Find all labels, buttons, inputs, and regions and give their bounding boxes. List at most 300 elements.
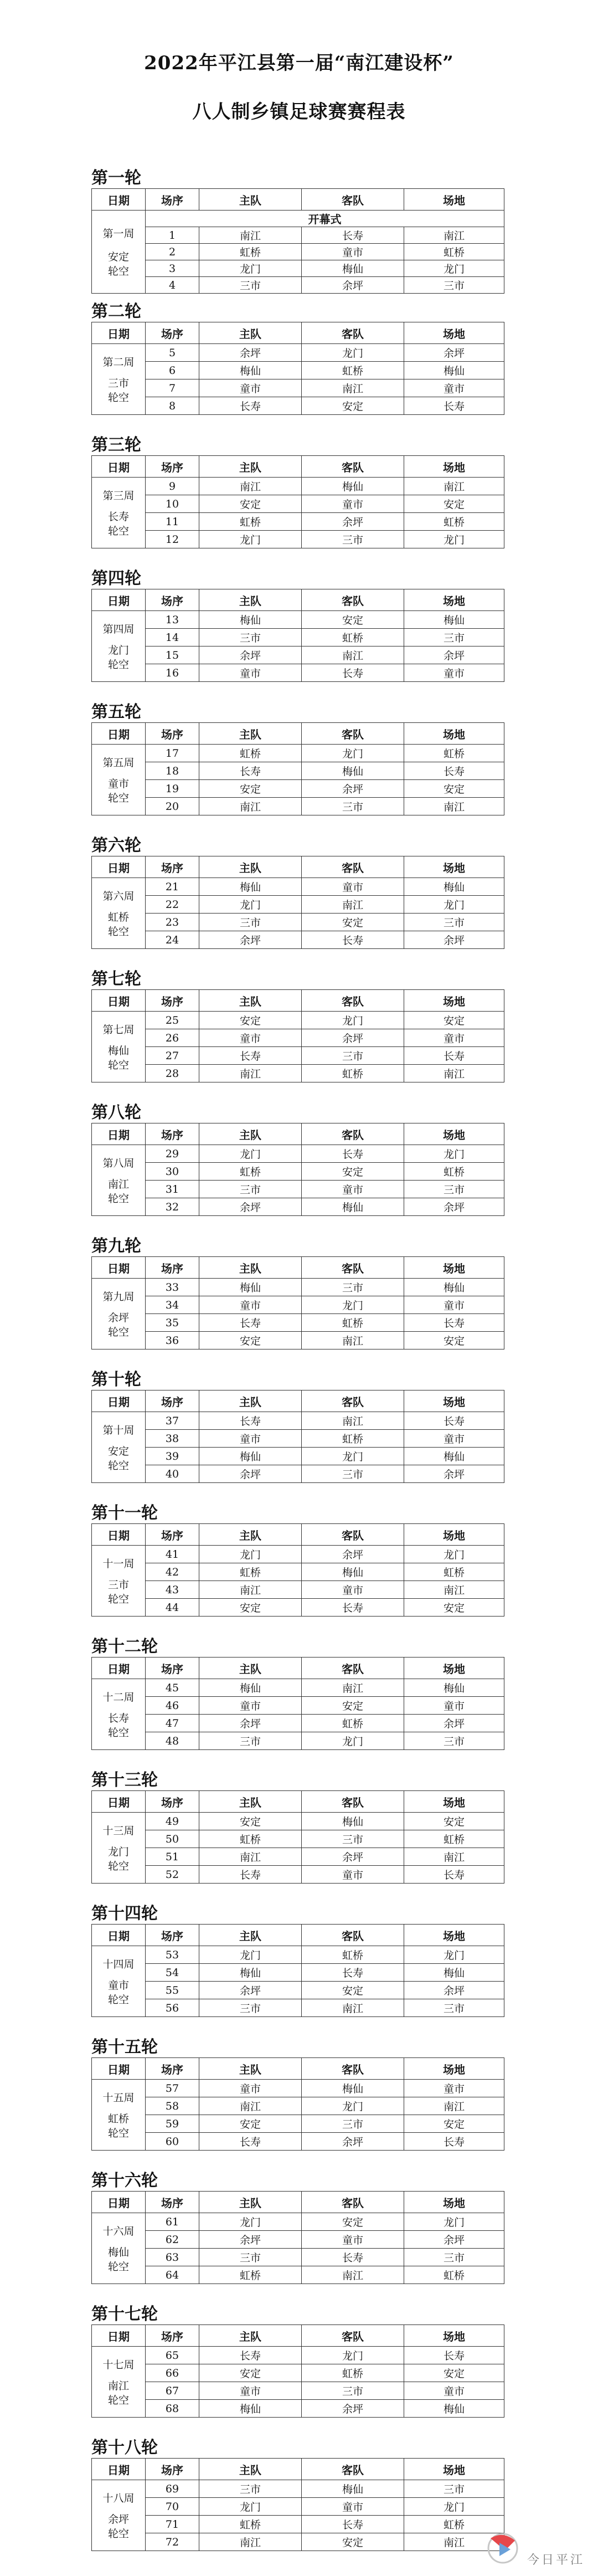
table-row [92,1830,504,1848]
table-row [92,2498,504,2516]
round-section [0,1099,598,1232]
venue: 三市 [404,2480,504,2498]
table-header-row [92,2325,504,2347]
table-row [92,1563,504,1581]
table-row [92,931,504,949]
venue: 虹桥 [404,244,504,260]
schedule-table [91,2191,504,2284]
away-team: 梅仙 [302,1813,404,1830]
table-row [92,2480,504,2498]
match-order: 66 [146,2364,199,2382]
header-away: 客队 [302,723,404,745]
round-section [0,965,598,1099]
away-team: 梅仙 [302,478,404,495]
table-header-row [92,322,504,344]
away-team: 余坪 [302,1029,404,1047]
home-team: 虹桥 [199,1563,302,1581]
venue: 长寿 [404,397,504,415]
round-title: 第十八轮 [91,2438,158,2457]
table-row [92,2097,504,2115]
venue: 南江 [404,798,504,815]
home-team: 余坪 [199,1465,302,1483]
table-row [92,2364,504,2382]
home-team: 童市 [199,1697,302,1715]
table-row [92,2213,504,2231]
header-order: 场序 [146,1524,199,1546]
schedule-table [91,589,504,682]
venue: 龙门 [404,1546,504,1563]
header-home: 主队 [199,1791,302,1813]
venue: 安定 [404,1012,504,1029]
table-row [92,1697,504,1715]
header-home: 主队 [199,1925,302,1946]
header-date: 日期 [92,723,146,745]
away-team: 童市 [302,495,404,513]
table-row [92,2115,504,2133]
away-team: 安定 [302,1697,404,1715]
away-team: 龙门 [302,745,404,762]
venue: 南江 [404,2097,504,2115]
match-order: 19 [146,780,199,798]
table-row [92,1430,504,1448]
header-venue: 场地 [404,2058,504,2080]
header-away: 客队 [302,1257,404,1279]
home-team: 安定 [199,1012,302,1029]
header-away: 客队 [302,990,404,1012]
bye-label: 龙门轮空 [107,1845,129,1872]
venue: 虹桥 [404,2266,504,2284]
away-team: 三市 [302,1279,404,1296]
table-row [92,277,504,294]
venue: 童市 [404,2080,504,2097]
schedule-table [91,188,504,294]
round-title: 第九轮 [91,1236,141,1256]
home-team: 长寿 [199,397,302,415]
match-order: 53 [146,1946,199,1964]
away-team: 三市 [302,1465,404,1483]
table-header-row [92,990,504,1012]
home-team: 梅仙 [199,362,302,379]
venue: 安定 [404,2364,504,2382]
venue: 长寿 [404,762,504,780]
away-team: 虹桥 [302,1430,404,1448]
round-section [0,297,598,431]
header-away: 客队 [302,2058,404,2080]
document-title-line2: 八人制乡镇足球赛赛程表 [192,101,406,123]
header-date: 日期 [92,856,146,878]
table-row [92,798,504,815]
table-row [92,1813,504,1830]
away-team: 虹桥 [302,1314,404,1332]
match-order: 56 [146,1999,199,2017]
week-label: 十三周 [102,1824,135,1837]
match-order: 5 [146,344,199,362]
away-team: 长寿 [302,1599,404,1617]
date-cell [92,2213,146,2284]
round-title: 第十七轮 [91,2305,158,2324]
header-away: 客队 [302,2192,404,2213]
match-order: 9 [146,478,199,495]
venue: 虹桥 [404,1830,504,1848]
round-section [0,2167,598,2300]
table-row [92,646,504,664]
venue: 南江 [404,1848,504,1866]
away-team: 虹桥 [302,629,404,646]
home-team: 虹桥 [199,513,302,531]
away-team: 龙门 [302,344,404,362]
play-logo-icon [483,2528,522,2567]
venue: 余坪 [404,344,504,362]
week-label: 十八周 [102,2492,135,2505]
schedule-table [91,2324,504,2418]
home-team: 虹桥 [199,1830,302,1848]
date-cell [92,2480,146,2551]
round-section [0,1900,598,2033]
away-team: 安定 [302,1982,404,1999]
header-venue: 场地 [404,1524,504,1546]
date-cell [92,1012,146,1082]
header-away: 客队 [302,1925,404,1946]
table-header-row [92,723,504,745]
match-order: 28 [146,1065,199,1082]
away-team: 三市 [302,2115,404,2133]
round-section [0,1766,598,1900]
table-row [92,914,504,931]
venue: 安定 [404,495,504,513]
table-row [92,2231,504,2249]
header-home: 主队 [199,1257,302,1279]
away-team: 南江 [302,1412,404,1430]
venue: 虹桥 [404,2516,504,2533]
home-team: 余坪 [199,1198,302,1216]
home-team: 童市 [199,1029,302,1047]
date-cell [92,1546,146,1617]
away-team: 南江 [302,379,404,397]
home-team: 长寿 [199,1412,302,1430]
header-date: 日期 [92,1925,146,1946]
week-label: 第七周 [102,1023,135,1036]
header-away: 客队 [302,2325,404,2347]
match-order: 27 [146,1047,199,1065]
table-row [92,397,504,415]
header-venue: 场地 [404,723,504,745]
match-order: 11 [146,513,199,531]
match-order: 49 [146,1813,199,1830]
venue: 童市 [404,379,504,397]
away-team: 安定 [302,397,404,415]
venue: 童市 [404,1430,504,1448]
table-row [92,745,504,762]
home-team: 三市 [199,1181,302,1198]
table-row [92,227,504,244]
venue: 余坪 [404,1982,504,1999]
schedule-table [91,1123,504,1216]
header-date: 日期 [92,2459,146,2480]
header-order: 场序 [146,2325,199,2347]
header-venue: 场地 [404,1791,504,1813]
schedule-table [91,1523,504,1617]
match-order: 3 [146,260,199,277]
home-team: 龙门 [199,1946,302,1964]
table-row [92,611,504,629]
home-team: 南江 [199,2097,302,2115]
venue: 余坪 [404,1715,504,1732]
venue: 龙门 [404,260,504,277]
match-order: 23 [146,914,199,931]
week-label: 第二周 [102,356,135,368]
home-team: 童市 [199,1296,302,1314]
away-team: 童市 [302,244,404,260]
away-team: 余坪 [302,513,404,531]
opening-ceremony: 开幕式 [146,211,504,227]
home-team: 梅仙 [199,1964,302,1982]
away-team: 三市 [302,1830,404,1848]
away-team: 童市 [302,878,404,896]
table-row [92,1296,504,1314]
home-team: 三市 [199,277,302,294]
venue: 梅仙 [404,1448,504,1465]
venue: 南江 [404,227,504,244]
round-section [0,832,598,965]
home-team: 安定 [199,1599,302,1617]
header-venue: 场地 [404,856,504,878]
home-team: 南江 [199,1065,302,1082]
date-cell [92,478,146,548]
match-order: 68 [146,2400,199,2418]
away-team: 虹桥 [302,1065,404,1082]
bye-label: 长寿轮空 [107,510,129,537]
week-label: 第六周 [102,890,135,902]
header-away: 客队 [302,589,404,611]
home-team: 三市 [199,629,302,646]
away-team: 梅仙 [302,1563,404,1581]
table-header-row [92,1791,504,1813]
away-team: 长寿 [302,931,404,949]
header-date: 日期 [92,1123,146,1145]
header-date: 日期 [92,456,146,478]
header-order: 场序 [146,589,199,611]
home-team: 安定 [199,780,302,798]
match-order: 16 [146,664,199,682]
date-cell [92,211,146,294]
table-row [92,2133,504,2151]
header-date: 日期 [92,2192,146,2213]
away-team: 梅仙 [302,2080,404,2097]
header-order: 场序 [146,1257,199,1279]
header-venue: 场地 [404,1658,504,1679]
header-venue: 场地 [404,2192,504,2213]
venue: 童市 [404,2382,504,2400]
away-team: 长寿 [302,2516,404,2533]
venue: 梅仙 [404,1279,504,1296]
table-row [92,1279,504,1296]
bye-label: 安定轮空 [107,1445,129,1472]
bye-label: 虹桥轮空 [107,2112,129,2139]
home-team: 虹桥 [199,1163,302,1181]
away-team: 长寿 [302,1964,404,1982]
round-section [0,164,598,297]
venue: 梅仙 [404,878,504,896]
header-order: 场序 [146,1123,199,1145]
venue: 梅仙 [404,362,504,379]
venue: 南江 [404,2533,504,2551]
schedule-table [91,722,504,815]
schedule-table [91,1790,504,1884]
away-team: 三市 [302,798,404,815]
match-order: 54 [146,1964,199,1982]
round-section [0,2300,598,2434]
table-row [92,878,504,896]
logo-text: 今日平江 [527,2553,585,2567]
header-order: 场序 [146,1390,199,1412]
match-order: 43 [146,1581,199,1599]
match-order: 40 [146,1465,199,1483]
away-team: 南江 [302,896,404,914]
match-order: 18 [146,762,199,780]
away-team: 长寿 [302,2249,404,2266]
match-order: 59 [146,2115,199,2133]
home-team: 梅仙 [199,878,302,896]
table-row [92,2249,504,2266]
table-header-row [92,1123,504,1145]
away-team: 龙门 [302,2347,404,2364]
table-header-row [92,589,504,611]
table-row [92,1181,504,1198]
venue: 三市 [404,914,504,931]
venue: 南江 [404,478,504,495]
header-home: 主队 [199,856,302,878]
header-date: 日期 [92,1791,146,1813]
table-row [92,260,504,277]
header-home: 主队 [199,589,302,611]
home-team: 童市 [199,664,302,682]
match-order: 29 [146,1145,199,1163]
away-team: 南江 [302,1679,404,1697]
away-team: 南江 [302,1332,404,1349]
table-row [92,896,504,914]
header-date: 日期 [92,990,146,1012]
round-section [0,1366,598,1499]
venue: 梅仙 [404,611,504,629]
table-row [92,1848,504,1866]
table-row [92,1332,504,1349]
home-team: 余坪 [199,931,302,949]
away-team: 童市 [302,2231,404,2249]
table-header-row [92,2058,504,2080]
match-order: 41 [146,1546,199,1563]
match-order: 47 [146,1715,199,1732]
home-team: 长寿 [199,2347,302,2364]
table-row [92,513,504,531]
away-team: 余坪 [302,2133,404,2151]
bye-label: 三市轮空 [107,1578,129,1605]
home-team: 安定 [199,495,302,513]
schedule-table [91,2057,504,2151]
away-team: 梅仙 [302,260,404,277]
header-home: 主队 [199,2325,302,2347]
round-title: 第十一轮 [91,1503,158,1523]
header-home: 主队 [199,189,302,211]
header-away: 客队 [302,856,404,878]
venue: 童市 [404,1697,504,1715]
venue: 余坪 [404,1465,504,1483]
away-team: 三市 [302,2382,404,2400]
header-away: 客队 [302,1390,404,1412]
match-order: 13 [146,611,199,629]
table-row [92,379,504,397]
round-title: 第十轮 [91,1370,141,1389]
header-date: 日期 [92,1658,146,1679]
home-team: 童市 [199,379,302,397]
round-title: 第八轮 [91,1103,141,1122]
week-label: 十五周 [102,2091,135,2104]
table-row [92,478,504,495]
header-home: 主队 [199,1390,302,1412]
opening-row [92,211,504,227]
schedule-table [91,2458,504,2551]
home-team: 龙门 [199,2213,302,2231]
away-team: 童市 [302,2498,404,2516]
home-team: 长寿 [199,762,302,780]
week-label: 十二周 [102,1691,135,1703]
match-order: 65 [146,2347,199,2364]
table-row [92,1732,504,1750]
table-row [92,1715,504,1732]
venue: 虹桥 [404,1163,504,1181]
header-home: 主队 [199,322,302,344]
match-order: 6 [146,362,199,379]
logo [483,2528,588,2567]
schedule-table [91,455,504,548]
home-team: 梅仙 [199,1448,302,1465]
home-team: 三市 [199,2249,302,2266]
home-team: 余坪 [199,1982,302,1999]
home-team: 余坪 [199,344,302,362]
home-team: 梅仙 [199,1279,302,1296]
header-venue: 场地 [404,1925,504,1946]
header-home: 主队 [199,990,302,1012]
table-row [92,780,504,798]
table-row [92,1946,504,1964]
home-team: 童市 [199,2080,302,2097]
venue: 长寿 [404,2133,504,2151]
document-title-line1: 2022年平江县第一届“南江建设杯” [144,52,454,74]
match-order: 70 [146,2498,199,2516]
week-label: 第五周 [102,756,135,769]
away-team: 余坪 [302,2400,404,2418]
away-team: 虹桥 [302,362,404,379]
venue: 安定 [404,2115,504,2133]
home-team: 虹桥 [199,2266,302,2284]
round-title: 第十五轮 [91,2038,158,2057]
match-order: 17 [146,745,199,762]
bye-label: 虹桥轮空 [107,911,129,938]
home-team: 南江 [199,478,302,495]
away-team: 龙门 [302,1296,404,1314]
header-away: 客队 [302,456,404,478]
header-away: 客队 [302,1658,404,1679]
home-team: 南江 [199,2533,302,2551]
header-order: 场序 [146,456,199,478]
header-home: 主队 [199,723,302,745]
venue: 三市 [404,1732,504,1750]
away-team: 梅仙 [302,2480,404,2498]
match-order: 10 [146,495,199,513]
round-title: 第十三轮 [91,1771,158,1790]
table-row [92,2347,504,2364]
table-row [92,362,504,379]
header-venue: 场地 [404,990,504,1012]
